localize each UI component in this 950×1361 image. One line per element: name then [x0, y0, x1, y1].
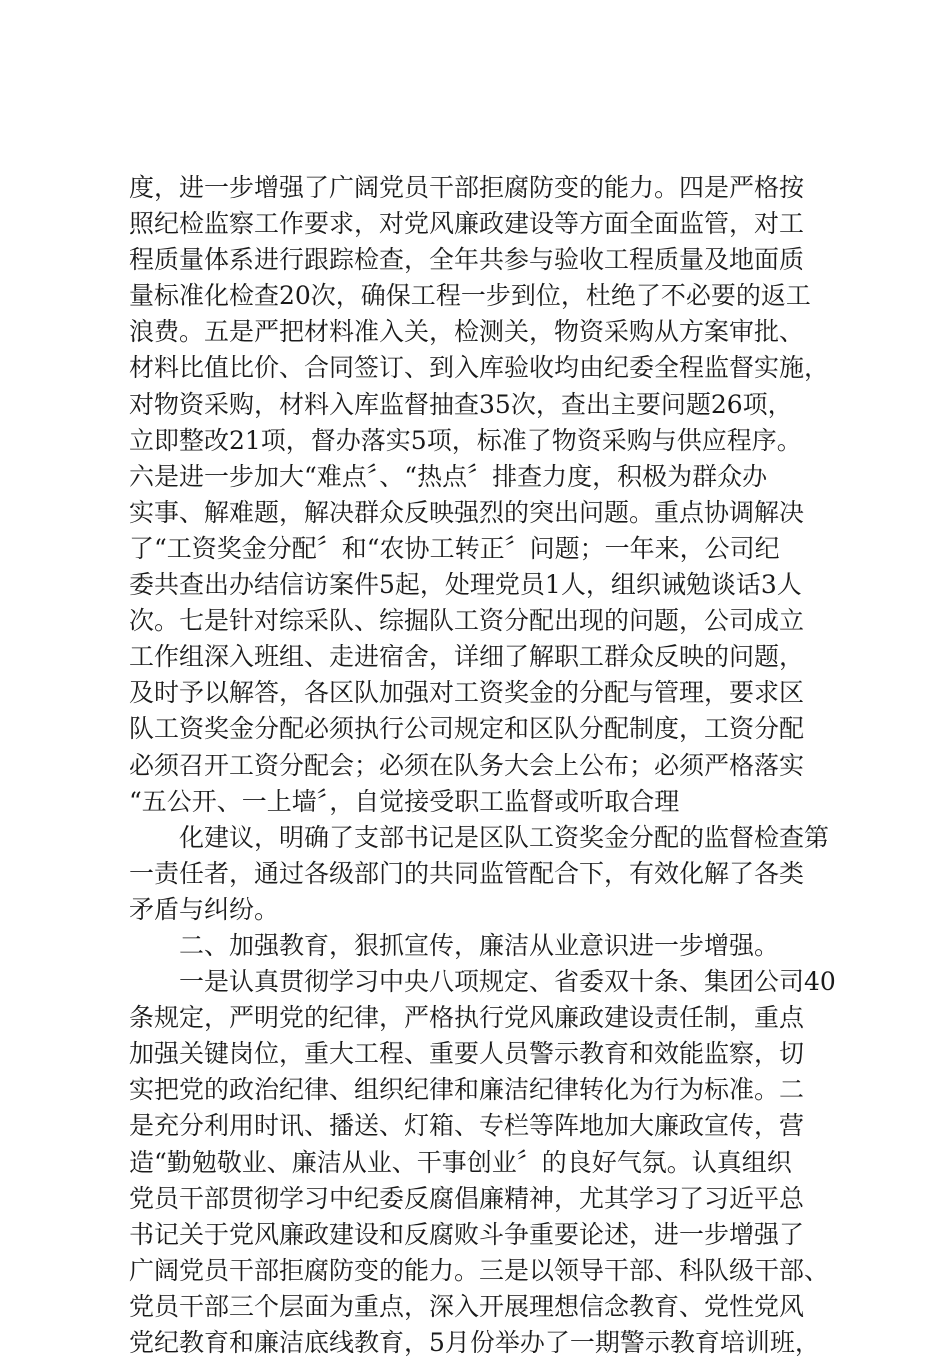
body-text [129, 170, 864, 1361]
text-line: 党纪教育和廉洁底线教育，5月份举办了一期警示教育培训班， [129, 1328, 820, 1357]
text-line: 度，进一步增强了广阔党员干部拒腐防变的能力。四是严格按 [129, 173, 805, 202]
text-line: 队工资奖金分配必须执行公司规定和区队分配制度，工资分配 [129, 714, 805, 744]
paragraph-line: 化建议，明确了支部书记是区队工资奖金分配的监督检查第 [179, 822, 830, 852]
text-line: 了“工资奖金分配〞和“农协工转正〞问题；一年来，公司纪 [129, 533, 780, 563]
text-line: 委共查出办结信访案件5起，处理党员1人，组织诫勉谈话3人 [129, 570, 802, 600]
text-line: 实事、解难题，解决群众反映强烈的突出问题。重点协调解决 [129, 497, 805, 527]
text-line: 材料比值比价、合同签订、到入库验收均由纪委全程监督实施， [129, 353, 830, 383]
text-line: 量标准化检查20次，确保工程一步到位，杜绝了不必要的返工 [129, 281, 811, 311]
text-line: 六是进一步加大“难点〞、“热点〞排查力度，积极为群众办 [129, 461, 768, 491]
text-line: 广阔党员干部拒腐防变的能力。三是以领导干部、科队级干部、 [129, 1255, 830, 1285]
text-line: 工作组深入班组、走进宿舍，详细了解职工群众反映的问题， [129, 642, 805, 672]
text-line: 必须召开工资分配会；必须在队务大会上公布；必须严格落实 [129, 750, 805, 780]
text-line: 实把党的政治纪律、组织纪律和廉洁纪律转化为行为标准。二 [129, 1075, 805, 1105]
text-line: 一责任者，通过各级部门的共同监管配合下，有效化解了各类 [129, 858, 805, 888]
text-line: 是充分利用时讯、播送、灯箱、专栏等阵地加大廉政宣传，营 [129, 1111, 805, 1141]
text-line: 党员干部贯彻学习中纪委反腐倡廉精神，尤其学习了习近平总 [129, 1183, 805, 1213]
section-heading: 二、加强教育，狠抓宣传，廉洁从业意识进一步增强。 [179, 930, 780, 960]
text-line: 浪费。五是严把材料准入关，检测关，物资采购从方案审批、 [129, 317, 805, 347]
text-line: 条规定，严明党的纪律，严格执行党风廉政建设责任制，重点 [129, 1003, 805, 1033]
text-line: 照纪检监察工作要求，对党风廉政建设等方面全面监管，对工 [129, 209, 805, 239]
text-line: 立即整改21项，督办落实5项，标准了物资采购与供应程序。 [129, 425, 802, 455]
paragraph-line: 一是认真贯彻学习中央八项规定、省委双十条、集团公司40 [179, 967, 836, 997]
text-line: 书记关于党风廉政建设和反腐败斗争重要论述，进一步增强了 [129, 1219, 805, 1249]
text-line: 对物资采购，材料入库监督抽查35次，查出主要问题26项， [129, 389, 793, 419]
text-line: 造“勤勉敬业、廉洁从业、干事创业〞的良好气氛。认真组织 [129, 1147, 792, 1177]
text-line: 程质量体系进行跟踪检查，全年共参与验收工程质量及地面质 [129, 245, 805, 275]
text-line: 加强关键岗位，重大工程、重要人员警示教育和效能监察，切 [129, 1039, 805, 1069]
text-line: 党员干部三个层面为重点，深入开展理想信念教育、党性党风 [129, 1291, 805, 1321]
text-line: 及时予以解答，各区队加强对工资奖金的分配与管理，要求区 [129, 678, 805, 708]
text-line: 次。七是针对综采队、综掘队工资分配出现的问题，公司成立 [129, 606, 805, 636]
text-line: 矛盾与纠纷。 [129, 894, 280, 924]
text-line: “五公开、一上墙〞，自觉接受职工监督或听取合理 [129, 786, 680, 816]
